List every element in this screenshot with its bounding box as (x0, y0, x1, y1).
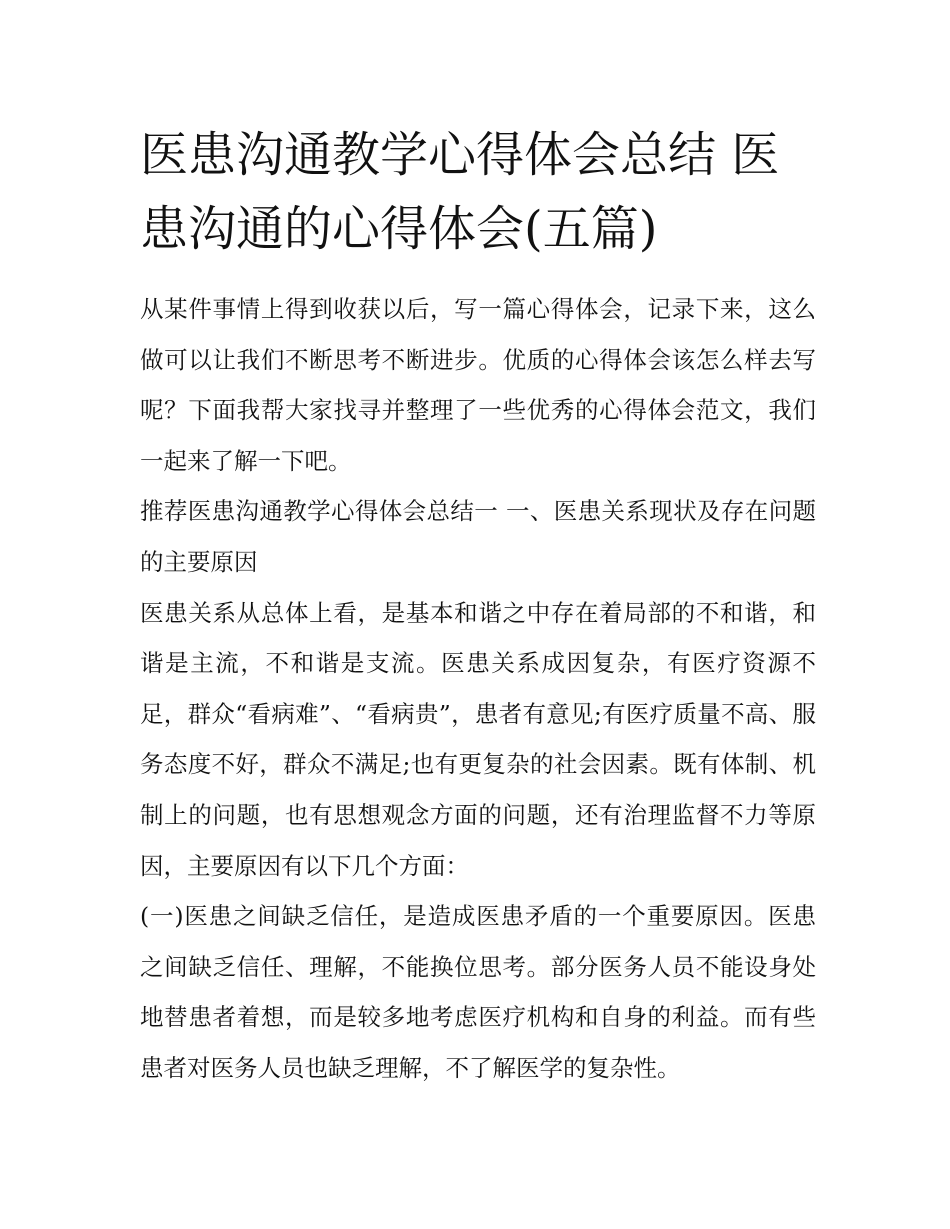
document-title: 医患沟通教学心得体会总结 医患沟通的心得体会(五篇) (140, 127, 780, 257)
paragraph-intro: 从某件事情上得到收获以后，写一篇心得体会，记录下来，这么做可以让我们不断思考不断进步。优质的心得体会该怎么样去写呢？下面我帮大家找寻并整理了一些优秀的心得体会范文，我们一起来了解一下吧。 (140, 295, 816, 475)
paragraph-overview: 医患关系从总体上看，是基本和谐之中存在着局部的不和谐，和谐是主流，不和谐是支流。医患关系成因复杂，有医疗资源不足，群众“看病难”、“看病贵”，患者有意见;有医疗质量不高、服务态度不好，群众不满足;也有更复杂的社会因素。既有体制、机制上的问题，也有思想观念方面的问题，还有治理监督不力等原因，主要原因有以下几个方面： (140, 598, 816, 880)
paragraph-point-one: (一)医患之间缺乏信任，是造成医患矛盾的一个重要原因。医患之间缺乏信任、理解，不能换位思考。部分医务人员不能设身处地替患者着想，而是较多地考虑医疗机构和自身的利益。而有些患者对医务人员也缺乏理解，不了解医学的复杂性。 (140, 902, 816, 1082)
document-body (140, 284, 816, 1094)
paragraph-section-heading: 推荐医患沟通教学心得体会总结一 一、医患关系现状及存在问题的主要原因 (140, 497, 816, 576)
